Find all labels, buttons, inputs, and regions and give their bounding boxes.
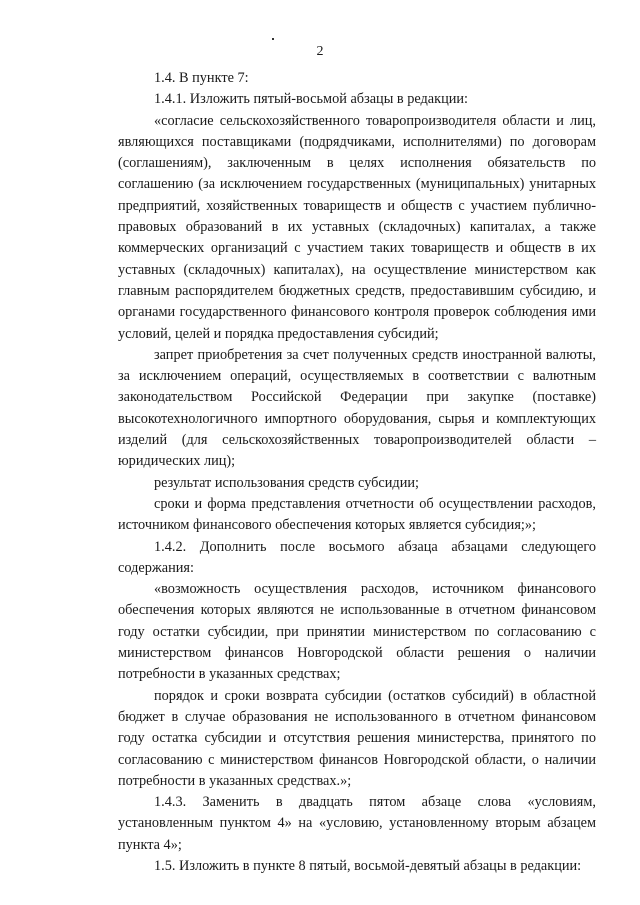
paragraph-reporting: сроки и форма представления отчетности об осуществлении расходов, источником финансового обеспечения которых является субсидия;»; — [118, 495, 596, 534]
paragraph-1-4-1: 1.4.1. Изложить пятый-восьмой абзацы в редакции: — [154, 91, 469, 108]
paragraph-1-4: 1.4. В пункте 7: — [154, 70, 249, 86]
paragraph-consent: «согласие сельскохозяйственного товаропроизводителя области и лиц, являющихся поставщиками (подрядчиками, исполнителями) по договорам (соглашениям), заключенным в целях исполнения обязательств по соглашению (за исключением государственных (муниципальных) унитарных предприятий, хозяйственных товариществ и обществ с участием публично-правовых образований в их уставных (складочных) капиталах, а также коммерческих организаций с участием таких товариществ и обществ в их уставных (складочных) капиталах), на осуществление министерством как главным распорядителем бюджетных средств, предоставившим субсидию, и органами государственного финансового контроля проверок соблюдения ими условий, целей и порядка предоставления субсидий; — [118, 112, 596, 342]
paragraph-currency-ban: запрет приобретения за счет полученных средств иностранной валюты, за исключением операций, осуществляемых в соответствии с валютным законодательством Российской Федерации при закупке (поставке) высокотехнологичного импортного оборудования, сырья и комплектующих изделий (для сельскохозяйственных товаропроизводителей области – юридических лиц); — [118, 346, 596, 470]
paragraph-return-procedure: порядок и сроки возврата субсидии (остатков субсидий) в областной бюджет в случае образования не использованного в отчетном финансовом году остатка субсидии и отсутствия решения министерства, принятого по согласованию с министерством финансов Новгородской области, о наличии потребности в указанных средствах.»; — [118, 687, 596, 789]
document-body — [118, 68, 596, 877]
paragraph-1-4-3: 1.4.3. Заменить в двадцать пятом абзаце слова «условиям, установленным пунктом 4» на «условию, установленному вторым абзацем пункта 4»; — [118, 794, 596, 853]
paragraph-1-4-2: 1.4.2. Дополнить после восьмого абзаца абзацами следующего содержания: — [118, 538, 596, 576]
scan-speck — [272, 38, 274, 40]
page-number: 2 — [316, 44, 324, 59]
paragraph-1-5: 1.5. Изложить в пункте 8 пятый, восьмой-девятый абзацы в редакции: — [154, 857, 582, 874]
paragraph-result: результат использования средств субсидии; — [154, 474, 419, 491]
paragraph-possibility: «возможность осуществления расходов, источником финансового обеспечения которых являются не использованные в отчетном финансовом году остатки субсидии, при принятии министерством по согласованию с министерством финансов Новгородской области решения о наличии потребности в указанных средствах; — [118, 581, 596, 683]
